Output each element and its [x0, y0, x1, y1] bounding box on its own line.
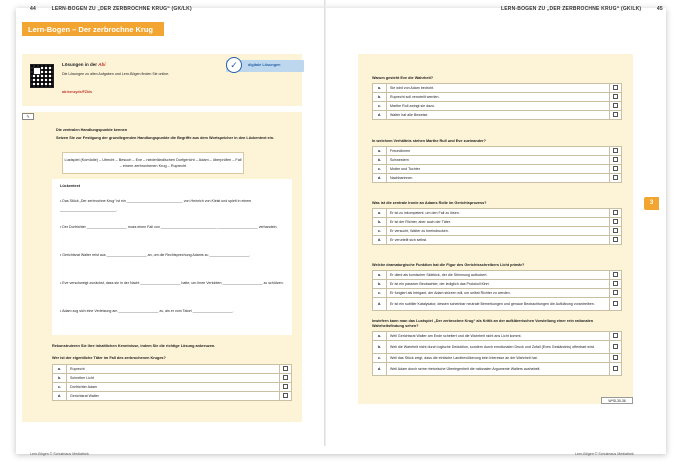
answer-checkbox[interactable]: [613, 85, 618, 90]
answer-checkbox[interactable]: [613, 355, 618, 360]
answer-row: b. Schwestern: [373, 156, 622, 165]
answer-table: [372, 208, 622, 245]
answer-checkbox[interactable]: [283, 393, 288, 398]
answer-row: c. Marthe Rull zwingt sie dazu.: [373, 102, 622, 111]
right-running-header: [501, 6, 663, 12]
qr-code-icon[interactable]: [30, 64, 54, 88]
gap-text-item: • Der Dorfrichter ____________________ muss einen Fall von ____________________________ ____________________ verhandeln.: [60, 225, 278, 229]
answer-row: b. Er ist ein passiver Beobachter, der lediglich das Protokoll führt.: [373, 280, 622, 289]
question-2: Warum gesteht Eve die Wahrheit?: [372, 76, 434, 80]
answer-row: a. Freundinnen: [373, 147, 622, 156]
answer-checkbox[interactable]: [283, 375, 288, 380]
answer-table: [372, 146, 622, 183]
gap-text-item: • Eve verschweigt zunächst, dass sie in der Nacht ____________________ hatte, um ihren Verlobten ____________________ zu schützen.: [60, 281, 284, 285]
question-5: Welche dramaturgische Funktion hat die Figur des Gerichtsschreibers Licht primär?: [372, 263, 525, 267]
solutions-code-link[interactable]: ab:kenzyde/FZkls: [62, 90, 92, 94]
answer-row: d. Walter hat alle Beweise.: [373, 111, 622, 120]
answer-checkbox[interactable]: [613, 290, 618, 295]
answer-checkbox[interactable]: [613, 237, 618, 242]
right-page-number: 45: [656, 6, 663, 12]
answer-checkbox[interactable]: [613, 301, 618, 306]
answer-checkbox[interactable]: [613, 366, 618, 371]
answer-table: [372, 331, 622, 376]
answer-row: a. Ruprecht: [53, 365, 292, 374]
answer-row: a. Weil Gerichtsrat Walter am Ende scheitert und die Wahrheit nicht ans Licht kommt.: [373, 332, 622, 341]
solutions-box: [22, 54, 302, 106]
answer-row: d. Er verurteilt sich selbst.: [373, 236, 622, 245]
answer-checkbox[interactable]: [613, 166, 618, 171]
left-header-title: LERN-BOGEN ZU „DER ZERBROCHNE KRUG“ (GK/LK): [51, 6, 192, 12]
answer-checkbox[interactable]: [613, 94, 618, 99]
solutions-title: Lösungen in der Abi: [62, 62, 106, 67]
answer-table: [372, 83, 622, 120]
answer-checkbox[interactable]: [613, 228, 618, 233]
chapter-tab[interactable]: 3: [644, 197, 659, 210]
right-footer: Lern-Bögen © Schulmaus Mediathek: [575, 452, 634, 456]
answer-checkbox[interactable]: [283, 384, 288, 389]
digital-solutions-label: digitale Lösungen: [248, 63, 281, 67]
answer-row: c. Er fungiert als Intrigant, der Adam stürzen will, um selbst Richter zu werden.: [373, 289, 622, 298]
answer-row: c. Dorfrichter Adam: [53, 383, 292, 392]
answer-row: b. Schreiber Licht: [53, 374, 292, 383]
left-running-header: [30, 6, 192, 12]
answer-checkbox[interactable]: [613, 210, 618, 215]
gap-text-title: Lückentext: [60, 184, 81, 188]
answer-row: a. Er ist zu inkompetent, um den Fall zu lösen.: [373, 209, 622, 218]
word-bank: Lustspiel (Komödie) – Utrecht – Besuch – Eve – niederländischen Dorfgericht – Adam – überprüfen – Fall – einem zerbrochenen Krug – Ruprecht: [62, 152, 244, 174]
answer-checkbox[interactable]: [613, 281, 618, 286]
answer-row: c. Weil das Stück zeigt, dass die einfache Landbevölkerung kein Interesse an der Wahrheit hat.: [373, 354, 622, 363]
digital-solutions-badge[interactable]: [226, 60, 304, 72]
left-page-number: 44: [30, 6, 36, 12]
task1-instruction: Setzen Sie zur Festigung der grundlegenden Handlungspunkte die Begriffe aus dem Wortspeicher in den Lückentext ein.: [56, 136, 275, 140]
exercise-code: W*SL30-36: [601, 397, 633, 404]
page-gutter: [324, 0, 326, 446]
answer-checkbox[interactable]: [613, 103, 618, 108]
answer-row: b. Ruprecht soll verurteilt werden.: [373, 93, 622, 102]
answer-checkbox[interactable]: [613, 272, 618, 277]
checkmark-icon: ✓: [226, 57, 242, 73]
answer-row: b. Weil die Wahrheit nicht durch logische Deduktion, sondern durch emotionalen Druck und Zufall (Eves Geständnis) offenbart wird.: [373, 341, 622, 354]
app-name: Abi: [98, 62, 106, 67]
question-6: Inwiefern kann man das Lustspiel „Der zerbrochne Krug“ als Kritik an der aufklärerischen Vorstellung einer rein rationalen Wahrheitsfindung sehen?: [372, 319, 594, 328]
answer-checkbox[interactable]: [283, 366, 288, 371]
task2-title: Rekonstruieren Sie Ihre inhaltlichen Kenntnisse, indem Sie die richtige Lösung ankreuzen.: [52, 344, 216, 348]
answer-checkbox[interactable]: [613, 344, 618, 349]
gap-text-box: [52, 179, 292, 335]
answer-row: d. Nachbarinnen: [373, 174, 622, 183]
page-title: Lern-Bogen – Der zerbrochne Krug: [22, 22, 164, 36]
question-4: Was ist die zentrale Ironie an Adams Rolle im Gerichtsprozess?: [372, 201, 487, 205]
question-1: Wer ist der eigentliche Täter im Fall des zerbrochenen Kruges?: [52, 356, 166, 360]
answer-row: d. Er ist ein subtiler Katalysator, dessen scheinbar neutrale Bemerkungen und genaue Beobachtungen die Aufklärung vorantreiben.: [373, 298, 622, 311]
answer-row: c. Er versucht, Walter zu beeindrucken.: [373, 227, 622, 236]
task1-title: Die zentralen Handlungspunkte kennen: [56, 128, 128, 132]
answer-row: b. Er ist der Richter, aber auch der Täter.: [373, 218, 622, 227]
answer-checkbox[interactable]: [613, 157, 618, 162]
solutions-description: Die Lösungen zu allen Aufgaben und Lern-Bögen finden Sie online.: [62, 72, 170, 76]
answer-row: d. Weil Adam durch seine rhetorische Überlegenheit die rationalen Argumente Walters aushebelt.: [373, 363, 622, 376]
answer-row: a. Er dient als komischer Sidekick, der die Stimmung auflockert.: [373, 271, 622, 280]
answer-table-left: [52, 364, 292, 401]
answer-row: c. Mutter und Tochter: [373, 165, 622, 174]
gap-text-item: • Das Stück „Der zerbrochne Krug“ ist ein ____________________________ von Heinrich von Kleist und spielt in einem ____________________________.: [60, 199, 252, 212]
answer-row: d. Gerichtsrat Walter: [53, 392, 292, 401]
gap-text-item: • Gerichtsrat Walter reist aus ____________________ an, um die Rechtsprechung Adams zu ____________________.: [60, 253, 251, 257]
answer-checkbox[interactable]: [613, 112, 618, 117]
answer-row: a. Sie wird von Adam bedroht.: [373, 84, 622, 93]
answer-checkbox[interactable]: [613, 175, 618, 180]
answer-checkbox[interactable]: [613, 219, 618, 224]
pencil-icon: ✎: [22, 113, 34, 120]
left-footer: Lern-Bögen © Schulmaus Mediathek: [30, 452, 89, 456]
answer-table: [372, 270, 622, 311]
answer-checkbox[interactable]: [613, 148, 618, 153]
question-3: In welchem Verhältnis stehen Marthe Rull und Eve zueinander?: [372, 139, 486, 143]
right-header-title: LERN-BOGEN ZU „DER ZERBROCHNE KRUG“ (GK/LK): [501, 6, 642, 12]
gap-text-item: • Adam zog sich eine Verletzung am ____________________ zu, als er vom Tatort ____________________.: [60, 309, 234, 313]
answer-checkbox[interactable]: [613, 333, 618, 338]
